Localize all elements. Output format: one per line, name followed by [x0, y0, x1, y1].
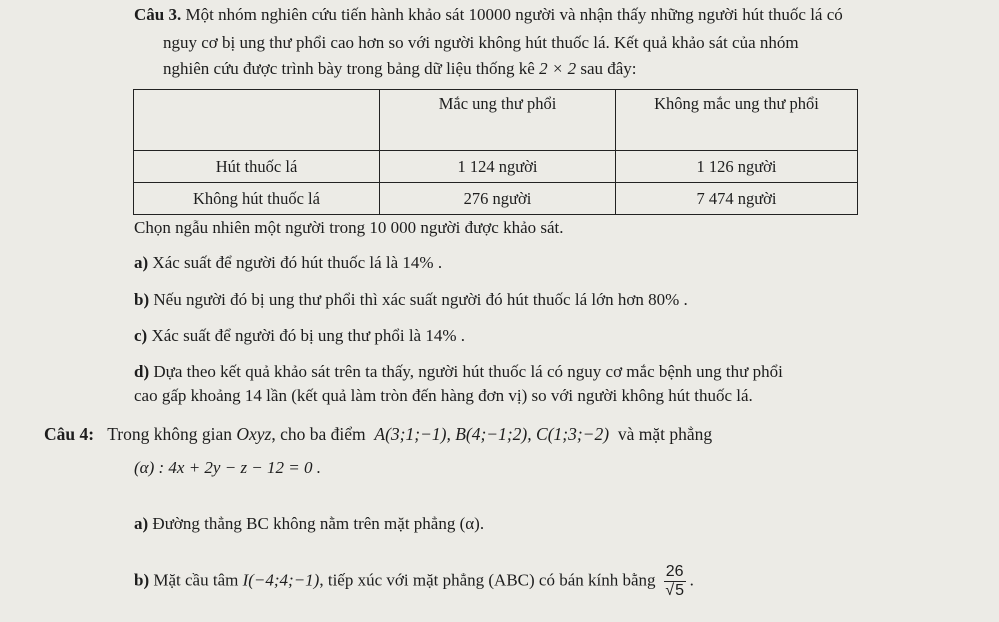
- q4-center-point: I(−4;4;−1): [242, 570, 320, 590]
- q3-option-d-label: d): [134, 362, 150, 381]
- q3-option-a-text: Xác suất để người đó hút thuốc lá là 14% .: [152, 253, 443, 272]
- q4-option-a-label: a): [134, 514, 149, 533]
- q4-option-b-end: .: [689, 570, 694, 590]
- q3-label: Câu 3.: [134, 5, 182, 24]
- table-cell: Hút thuốc lá: [134, 151, 380, 183]
- fraction-denominator: √5: [665, 582, 685, 599]
- q3-intro-3c: sau đây:: [580, 59, 637, 78]
- q4-option-b-text-1: Mặt cầu tâm: [153, 570, 239, 590]
- table-row: [134, 151, 858, 183]
- q4-option-b: [134, 563, 694, 600]
- fraction-numerator: 26: [665, 563, 684, 580]
- q4-point-b: B(4;−1;2),: [455, 424, 532, 444]
- table-cell: Không hút thuốc lá: [134, 183, 380, 215]
- survey-table: [133, 89, 858, 215]
- q3-option-a-label: a): [134, 253, 149, 272]
- q3-option-b-label: b): [134, 290, 150, 309]
- table-cell: 276 người: [380, 183, 616, 215]
- q3-line-1: [134, 5, 843, 25]
- q4-line-1b: , cho ba điểm: [271, 424, 366, 444]
- q3-table-size: 2 × 2: [539, 59, 577, 78]
- q3-option-c-label: c): [134, 326, 148, 345]
- table-header-row: [134, 90, 858, 151]
- q4-line-1c: và mặt phẳng: [617, 424, 713, 444]
- q3-option-d-text-2: cao gấp khoảng 14 lần (kết quả làm tròn đến hàng đơn vị) so với người không hút thuốc lá.: [134, 386, 753, 405]
- radius-fraction: [664, 563, 686, 600]
- q3-intro-2: nguy cơ bị ung thư phổi cao hơn so với người không hút thuốc lá. Kết quả khảo sát của nhóm: [163, 33, 799, 52]
- q3-option-c-text: Xác suất để người đó bị ung thư phổi là 14% .: [151, 326, 466, 345]
- table-cell: 1 124 người: [380, 151, 616, 183]
- q4-point-c: C(1;3;−2): [536, 424, 610, 444]
- sqrt-radicand: 5: [675, 582, 685, 599]
- table-cell: 1 126 người: [616, 151, 858, 183]
- table-header-cell: Mắc ung thư phổi: [380, 90, 616, 151]
- table-header-cell: Không mắc ung thư phổi: [616, 90, 858, 151]
- q3-option-b: [134, 290, 688, 310]
- q3-prompt: Chọn ngẫu nhiên một người trong 10 000 người được khảo sát.: [134, 218, 564, 237]
- q4-option-a-text: Đường thẳng BC không nằm trên mặt phẳng (α).: [152, 514, 485, 533]
- q3-option-a: [134, 253, 442, 273]
- q3-option-c: [134, 326, 465, 346]
- q4-option-a: [134, 514, 484, 534]
- q3-option-d: [134, 362, 783, 382]
- q4-label: Câu 4:: [44, 424, 95, 444]
- q3-option-b-text: Nếu người đó bị ung thư phổi thì xác suất người đó hút thuốc lá lớn hơn 80% .: [153, 290, 688, 309]
- q4-line-1a: Trong không gian: [107, 424, 232, 444]
- q4-point-a: A(3;1;−1),: [374, 424, 451, 444]
- q3-intro-3a: nghiên cứu được trình bày trong bảng dữ liệu thống kê: [163, 59, 535, 78]
- q3-option-d-text-1: Dựa theo kết quả khảo sát trên ta thấy, người hút thuốc lá có nguy cơ mắc bệnh ung thư phổi: [153, 362, 783, 381]
- q3-intro-1: Một nhóm nghiên cứu tiến hành khảo sát 10000 người và nhận thấy những người hút thuốc lá có: [185, 5, 843, 24]
- q4-line-1: [44, 424, 712, 445]
- table-header-cell: [134, 90, 380, 151]
- q4-space-name: Oxyz: [236, 424, 272, 444]
- q4-option-b-text-2: , tiếp xúc với mặt phẳng (ABC) có bán kính bằng: [319, 570, 656, 590]
- q3-line-3: [163, 59, 637, 79]
- table-cell: 7 474 người: [616, 183, 858, 215]
- q4-plane-equation: (α) : 4x + 2y − z − 12 = 0 .: [134, 458, 321, 477]
- table-row: [134, 183, 858, 215]
- q4-option-b-label: b): [134, 570, 150, 590]
